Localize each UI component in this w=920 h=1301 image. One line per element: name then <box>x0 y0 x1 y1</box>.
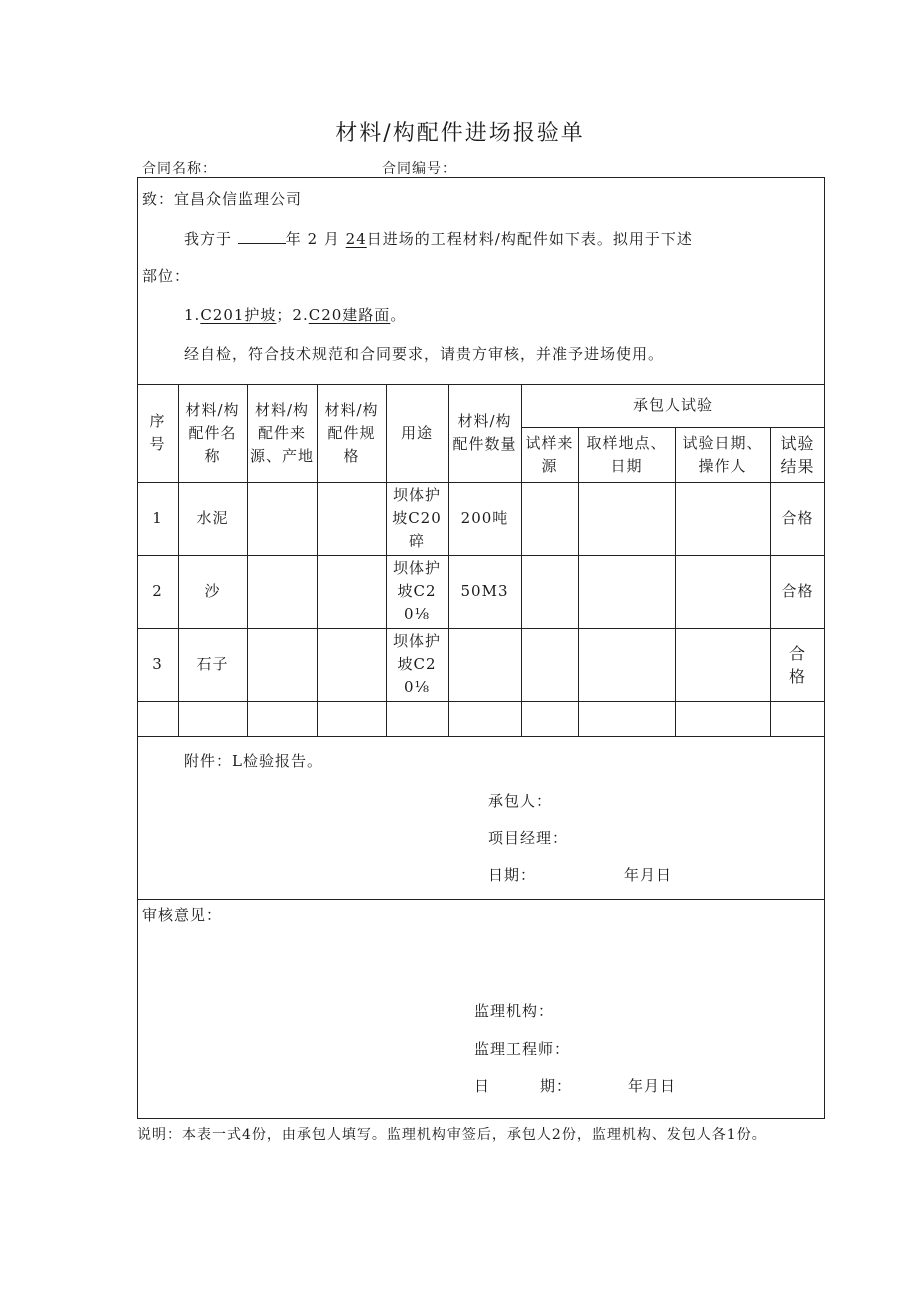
header-test-date-text: 试验日期、操作人 <box>682 433 763 475</box>
row3-bottom-line <box>137 701 825 702</box>
table-row-2-name: 沙 <box>204 582 221 600</box>
supervisor-date-ymd: 年月日 <box>628 1077 677 1095</box>
header-test-group: 承包人试验 <box>632 396 713 414</box>
statement-text: 经自检，符合技术规范和合同要求，请贵方审核，并准予进场使用。 <box>184 345 665 363</box>
header-qty <box>448 384 521 482</box>
page-title: 材料/构配件进场报验单 <box>335 121 585 146</box>
project-manager-label: 项目经理： <box>488 829 569 847</box>
header-spec <box>317 384 386 482</box>
intro-line <box>184 228 693 249</box>
parts-line <box>184 304 406 325</box>
addressee: 致：宜昌众信监理公司 <box>142 190 303 208</box>
header-sample-source-text: 试样来源 <box>525 433 574 475</box>
table-row-2-result: 合格 <box>781 582 814 600</box>
table-row-2-use <box>386 555 448 628</box>
part-2: C20建路面 <box>308 306 391 324</box>
supervisor-date-label-1: 日 <box>474 1077 491 1095</box>
header-source-text: 材料/构配件来源、产地 <box>250 400 315 465</box>
intro-suffix: 日进场的工程材料/构配件如下表。拟用于下述 <box>366 230 693 248</box>
header-result-text: 试验结果 <box>780 433 815 476</box>
table-bottom-line <box>137 736 825 737</box>
table-row-3-use <box>386 628 448 701</box>
header-test-date <box>675 427 770 482</box>
table-row-1-name: 水泥 <box>196 509 229 527</box>
attachment: 附件：L检验报告。 <box>184 752 323 770</box>
header-use: 用途 <box>400 423 433 442</box>
header-name <box>178 384 247 482</box>
table-row-3-name: 石子 <box>196 655 229 673</box>
table-row-2-qty: 50M3 <box>460 582 509 600</box>
contractor-date-label: 日期： <box>488 866 537 884</box>
supervisor-org-label: 监理机构： <box>474 1002 555 1020</box>
intro-prefix: 我方于 <box>184 230 233 248</box>
table-row-2-seq: 2 <box>152 582 163 600</box>
table-row-3-result-text: 合格 <box>788 643 806 686</box>
table-row-3-seq: 3 <box>152 655 163 673</box>
header-seq <box>137 384 178 482</box>
part-1-prefix: 1. <box>184 306 201 324</box>
year-blank <box>238 229 286 244</box>
part-sep: ；2. <box>276 306 309 324</box>
contractor-label: 承包人： <box>488 792 553 810</box>
header-sample-place <box>578 427 675 482</box>
contractor-date-ymd: 年月日 <box>624 866 673 884</box>
header-qty-text: 材料/构配件数量 <box>452 412 517 453</box>
supervisor-date-label-2: 期： <box>540 1077 573 1095</box>
part-1: C201护坡 <box>200 306 277 324</box>
intro-day: 24 <box>345 230 367 248</box>
intro-month: 年 2 月 <box>285 230 340 248</box>
supervisor-engineer-label: 监理工程师： <box>474 1040 571 1058</box>
header-spec-text: 材料/构配件规格 <box>324 400 379 465</box>
header-name-text: 材料/构配件名称 <box>185 400 240 465</box>
header-source <box>247 384 317 482</box>
table-row-1-seq: 1 <box>152 509 163 527</box>
header-result <box>770 427 825 482</box>
parts-end: 。 <box>390 306 407 324</box>
intro-line-2: 部位： <box>142 267 191 285</box>
table-row-1-use <box>386 482 448 555</box>
table-row-3-qty <box>448 628 521 701</box>
table-row-1-qty: 200吨 <box>460 509 509 527</box>
header-sample-place-text: 取样地点、日期 <box>586 433 667 475</box>
contract-no-label: 合同编号： <box>382 161 457 177</box>
table-row-1-use-text: 坝体护坡C20碎 <box>392 486 442 550</box>
table-row-3-result <box>770 628 825 701</box>
header-seq-text: 序号 <box>149 412 166 453</box>
contract-name-label: 合同名称： <box>142 161 217 177</box>
table-row-1-result: 合格 <box>781 509 814 527</box>
table-row-3-use-text: 坝体护坡C20⅛ <box>393 632 442 696</box>
footnote: 说明：本表一式4份，由承包人填写。监理机构审签后，承包人2份，监理机构、发包人各1份。 <box>137 1127 767 1143</box>
review-label: 审核意见： <box>142 906 223 924</box>
statement <box>184 343 664 364</box>
review-top-line <box>137 899 825 900</box>
table-row-2-use-text: 坝体护坡C20⅛ <box>393 559 442 623</box>
header-sample-source <box>521 427 578 482</box>
